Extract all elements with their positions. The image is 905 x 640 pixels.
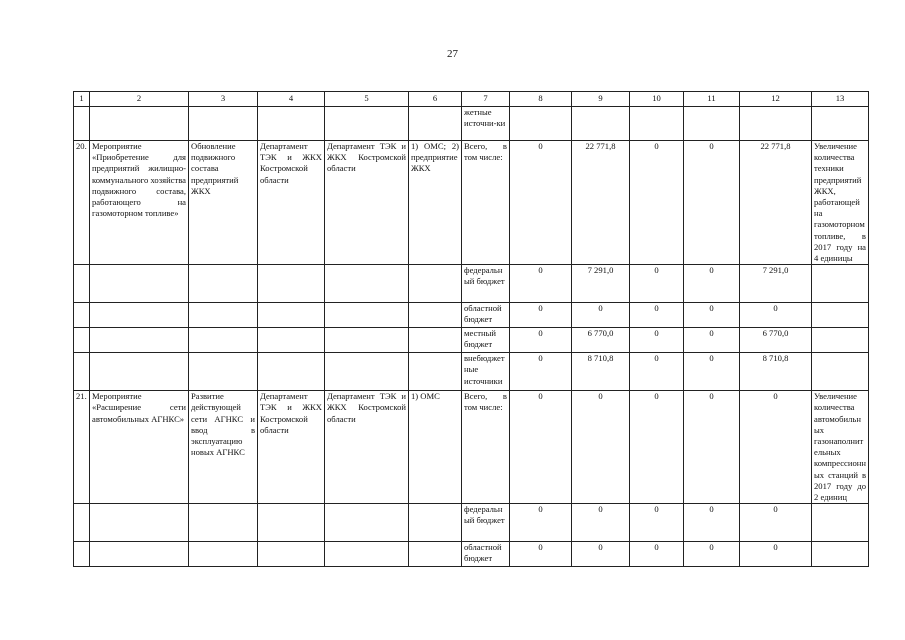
objective-cell — [189, 265, 258, 303]
executor-cell — [325, 328, 409, 353]
value-cell — [740, 107, 812, 141]
executor-cell — [325, 353, 409, 391]
row-number-cell — [74, 107, 90, 141]
row-number-cell: 21. — [74, 391, 90, 504]
table-row — [74, 107, 869, 141]
value-cell: 0 — [740, 391, 812, 504]
value-cell: 0 — [684, 504, 740, 542]
row-number-cell — [74, 542, 90, 567]
row-number-cell — [74, 303, 90, 328]
value-cell: 0 — [684, 328, 740, 353]
measure-name-cell — [90, 328, 189, 353]
coordinator-cell — [258, 353, 325, 391]
value-cell: 0 — [740, 504, 812, 542]
value-cell: 8 710,8 — [572, 353, 630, 391]
table-row — [74, 391, 869, 504]
objective-cell — [189, 353, 258, 391]
measure-name-cell: Мероприятие «Приобретение для предприятий жилищно-коммунального хозяйства подвижного состава, работающего на газомоторном топливе» — [90, 141, 189, 265]
executor-cell — [325, 303, 409, 328]
participant-cell — [409, 265, 462, 303]
funding-source-cell: Всего, в том числе: — [462, 391, 510, 504]
table-row — [74, 265, 869, 303]
expected-result-cell — [812, 328, 869, 353]
row-number-cell — [74, 265, 90, 303]
value-cell: 0 — [572, 303, 630, 328]
value-cell: 6 770,0 — [740, 328, 812, 353]
funding-source-cell: областной бюджет — [462, 542, 510, 567]
table-row — [74, 328, 869, 353]
value-cell: 0 — [630, 542, 684, 567]
value-cell: 0 — [510, 303, 572, 328]
value-cell: 7 291,0 — [572, 265, 630, 303]
coordinator-cell: Департамент ТЭК и ЖКХ Костромской области — [258, 141, 325, 265]
measure-name-cell: Мероприятие «Расширение сети автомобильных АГНКС» — [90, 391, 189, 504]
value-cell — [510, 107, 572, 141]
page-number: 27 — [447, 48, 458, 60]
objective-cell — [189, 107, 258, 141]
participant-cell — [409, 542, 462, 567]
value-cell: 0 — [684, 265, 740, 303]
expected-result-cell — [812, 542, 869, 567]
funding-source-cell: Всего, в том числе: — [462, 141, 510, 265]
objective-cell — [189, 328, 258, 353]
column-number-header: 7 — [462, 92, 510, 107]
executor-cell — [325, 107, 409, 141]
executor-cell: Департамент ТЭК и ЖКХ Костромской области — [325, 141, 409, 265]
table-row — [74, 141, 869, 265]
value-cell: 0 — [740, 303, 812, 328]
column-number-header: 10 — [630, 92, 684, 107]
column-number-header: 11 — [684, 92, 740, 107]
participant-cell: 1) ОМС; 2) предприятие ЖКХ — [409, 141, 462, 265]
value-cell — [630, 107, 684, 141]
funding-source-cell: местный бюджет — [462, 328, 510, 353]
value-cell: 7 291,0 — [740, 265, 812, 303]
funding-source-cell: федеральный бюджет — [462, 504, 510, 542]
expected-result-cell — [812, 265, 869, 303]
funding-source-cell: федеральный бюджет — [462, 265, 510, 303]
value-cell: 8 710,8 — [740, 353, 812, 391]
executor-cell: Департамент ТЭК и ЖКХ Костромской области — [325, 391, 409, 504]
expected-result-cell — [812, 353, 869, 391]
column-number-header: 6 — [409, 92, 462, 107]
value-cell: 0 — [684, 391, 740, 504]
value-cell: 22 771,8 — [740, 141, 812, 265]
table-row — [74, 303, 869, 328]
executor-cell — [325, 542, 409, 567]
funding-source-cell: жетные источни-ки — [462, 107, 510, 141]
expected-result-cell: Увеличение количества техники предприятий ЖКХ, работающей на газомоторном топливе, в 2017 году на 4 единицы — [812, 141, 869, 265]
value-cell: 0 — [630, 328, 684, 353]
value-cell: 0 — [572, 391, 630, 504]
value-cell: 0 — [684, 303, 740, 328]
measure-name-cell — [90, 107, 189, 141]
participant-cell — [409, 353, 462, 391]
value-cell: 0 — [510, 391, 572, 504]
measure-name-cell — [90, 353, 189, 391]
value-cell — [684, 107, 740, 141]
value-cell: 0 — [510, 328, 572, 353]
funding-source-cell: областной бюджет — [462, 303, 510, 328]
expected-result-cell — [812, 504, 869, 542]
value-cell: 0 — [510, 353, 572, 391]
value-cell — [572, 107, 630, 141]
coordinator-cell — [258, 328, 325, 353]
column-number-header: 2 — [90, 92, 189, 107]
row-number-cell — [74, 328, 90, 353]
value-cell: 0 — [572, 542, 630, 567]
measure-name-cell — [90, 265, 189, 303]
table-row — [74, 542, 869, 567]
participant-cell — [409, 107, 462, 141]
row-number-cell — [74, 504, 90, 542]
measure-name-cell — [90, 504, 189, 542]
expected-result-cell: Увеличение количества автомобильных газонаполнительных компрессионных станций в 2017 году до 2 единиц — [812, 391, 869, 504]
objective-cell — [189, 303, 258, 328]
table-row — [74, 353, 869, 391]
coordinator-cell — [258, 504, 325, 542]
column-number-header: 5 — [325, 92, 409, 107]
participant-cell — [409, 328, 462, 353]
column-number-header-row — [74, 92, 869, 107]
column-number-header: 3 — [189, 92, 258, 107]
value-cell: 0 — [510, 504, 572, 542]
executor-cell — [325, 265, 409, 303]
expected-result-cell — [812, 107, 869, 141]
value-cell: 0 — [510, 542, 572, 567]
measure-name-cell — [90, 542, 189, 567]
row-number-cell: 20. — [74, 141, 90, 265]
coordinator-cell — [258, 265, 325, 303]
coordinator-cell — [258, 542, 325, 567]
value-cell: 0 — [630, 141, 684, 265]
column-number-header: 13 — [812, 92, 869, 107]
participant-cell: 1) ОМС — [409, 391, 462, 504]
objective-cell: Обновление подвижного состава предприятий ЖКХ — [189, 141, 258, 265]
value-cell: 0 — [630, 391, 684, 504]
participant-cell — [409, 504, 462, 542]
value-cell: 0 — [740, 542, 812, 567]
column-number-header: 1 — [74, 92, 90, 107]
column-number-header: 12 — [740, 92, 812, 107]
value-cell: 0 — [510, 141, 572, 265]
coordinator-cell — [258, 303, 325, 328]
value-cell: 0 — [630, 504, 684, 542]
executor-cell — [325, 504, 409, 542]
budget-table — [73, 91, 869, 567]
value-cell: 0 — [510, 265, 572, 303]
objective-cell — [189, 542, 258, 567]
coordinator-cell — [258, 107, 325, 141]
value-cell: 0 — [684, 353, 740, 391]
column-number-header: 9 — [572, 92, 630, 107]
column-number-header: 8 — [510, 92, 572, 107]
value-cell: 0 — [630, 353, 684, 391]
objective-cell — [189, 504, 258, 542]
table-row — [74, 504, 869, 542]
coordinator-cell: Департамент ТЭК и ЖКХ Костромской области — [258, 391, 325, 504]
value-cell: 0 — [630, 265, 684, 303]
value-cell: 0 — [684, 542, 740, 567]
value-cell: 0 — [572, 504, 630, 542]
measure-name-cell — [90, 303, 189, 328]
value-cell: 0 — [684, 141, 740, 265]
funding-source-cell: внебюджетные источники — [462, 353, 510, 391]
column-number-header: 4 — [258, 92, 325, 107]
expected-result-cell — [812, 303, 869, 328]
row-number-cell — [74, 353, 90, 391]
participant-cell — [409, 303, 462, 328]
value-cell: 0 — [630, 303, 684, 328]
objective-cell: Развитие действующей сети АГНКС и ввод в эксплуатацию новых АГНКС — [189, 391, 258, 504]
value-cell: 6 770,0 — [572, 328, 630, 353]
value-cell: 22 771,8 — [572, 141, 630, 265]
